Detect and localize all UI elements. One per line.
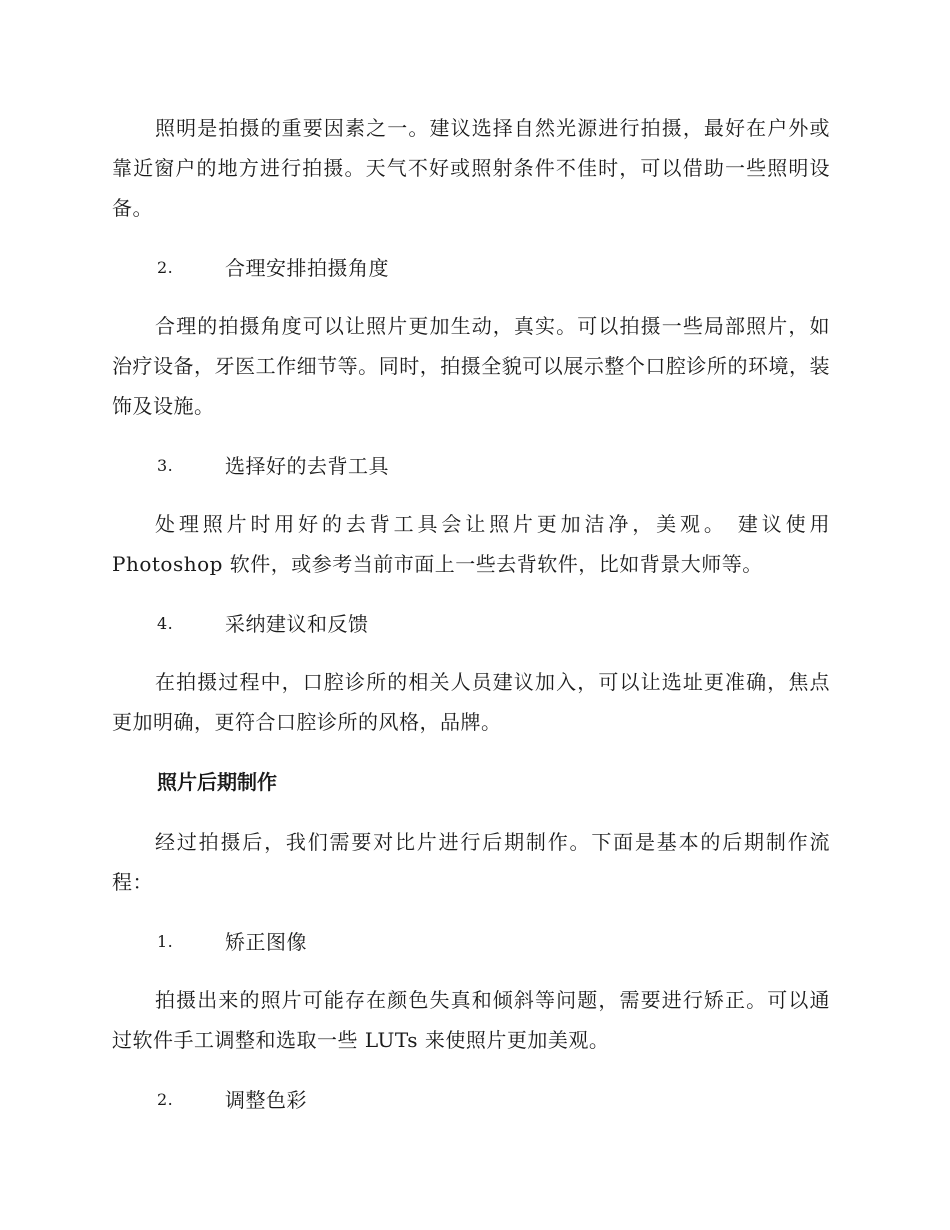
list-item-label: 调整色彩	[225, 1088, 307, 1112]
list-number: 1.	[157, 932, 174, 951]
list-item-background-tool	[112, 446, 830, 486]
list-item-label: 合理安排拍摄角度	[225, 256, 389, 280]
paragraph-background-tool: 处理照片时用好的去背工具会让照片更加洁净，美观。 建议使用 Photoshop 软件，或参考当前市面上一些去背软件，比如背景大师等。	[112, 512, 830, 576]
paragraph-angle: 合理的拍摄角度可以让照片更加生动，真实。可以拍摄一些局部照片，如治疗设备，牙医工作细节等。同时，拍摄全貌可以展示整个口腔诊所的环境，装饰及设施。	[112, 314, 830, 418]
paragraph-post-production: 经过拍摄后，我们需要对比片进行后期制作。下面是基本的后期制作流程：	[112, 830, 830, 894]
document-page	[112, 108, 830, 1138]
paragraph-lighting: 照明是拍摄的重要因素之一。建议选择自然光源进行拍摄，最好在户外或靠近窗户的地方进行拍摄。天气不好或照射条件不佳时，可以借助一些照明设备。	[112, 116, 830, 220]
list-number: 3.	[157, 456, 174, 475]
list-item-feedback	[112, 604, 830, 644]
list-item-label: 选择好的去背工具	[225, 454, 389, 478]
list-item-adjust-color	[112, 1080, 830, 1120]
list-item-angle	[112, 248, 830, 288]
list-item-label: 采纳建议和反馈	[225, 612, 369, 636]
section-heading: 照片后期制作	[157, 770, 277, 794]
list-number: 2.	[157, 1090, 174, 1109]
paragraph-feedback: 在拍摄过程中，口腔诊所的相关人员建议加入，可以让选址更准确，焦点更加明确，更符合口腔诊所的风格，品牌。	[112, 670, 830, 734]
paragraph-correct-image: 拍摄出来的照片可能存在颜色失真和倾斜等问题，需要进行矫正。可以通过软件手工调整和选取一些 LUTs 来使照片更加美观。	[112, 988, 830, 1052]
list-number: 4.	[157, 614, 174, 633]
list-item-label: 矫正图像	[225, 930, 307, 954]
list-number: 2.	[157, 258, 174, 277]
list-item-correct-image	[112, 922, 830, 962]
